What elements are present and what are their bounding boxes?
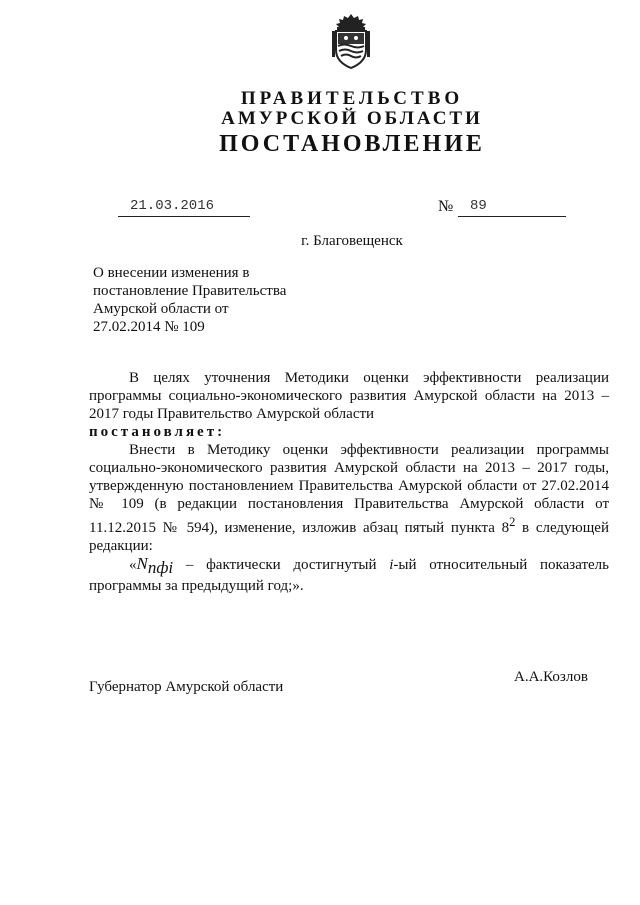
number-field xyxy=(458,198,566,217)
amendment-paragraph xyxy=(89,441,609,555)
resolve-keyword: постановляет: xyxy=(89,424,226,440)
document-subject xyxy=(93,264,323,336)
point-superscript: 2 xyxy=(509,515,516,529)
formula-subscript-text: пф xyxy=(147,558,169,577)
index-italic: i xyxy=(389,557,394,573)
amendment-text-end: в следующей редакции: xyxy=(89,520,609,554)
government-title: ПРАВИТЕЛЬСТВО xyxy=(240,88,464,109)
subject-line: Амурской области от xyxy=(93,301,229,317)
region-title: АМУРСКОЙ ОБЛАСТИ xyxy=(221,108,483,129)
number-value: 89 xyxy=(470,198,487,214)
definition-text-end: -ый относительный показатель программы за предыдущий год;». xyxy=(89,557,609,594)
amendment-text: Внести в Методику оценки эффективности реализации программы социально-экономического развития Амурской области на 2013 – 2017 годы, утвержденную постановлением Правительства Амурской области от 27.02.2014 № 109 (в редакции постановления Правительства Амурской области от 11.12.2015 № 594), изменение, изложив абзац пятый пункта 8 xyxy=(89,442,609,536)
coat-of-arms-icon xyxy=(328,12,374,70)
document-body xyxy=(89,369,609,595)
signatory-position: Губернатор Амурской области xyxy=(89,679,284,695)
preamble-paragraph: В целях уточнения Методики оценки эффективности реализации программы социально-экономического развития Амурской области на 2013 – 2017 годы Правительство Амурской области xyxy=(89,370,609,422)
formula-symbol: N xyxy=(136,554,148,573)
date-value: 21.03.2016 xyxy=(130,198,215,214)
signatory-name: А.А.Козлов xyxy=(514,669,588,685)
definition-text: – фактически достигнутый xyxy=(173,557,390,573)
number-sign: № xyxy=(438,198,454,215)
subject-line: 27.02.2014 № 109 xyxy=(93,319,205,335)
date-field xyxy=(118,198,250,217)
formula-subscript-index: i xyxy=(168,558,174,577)
city-label: г. Благовещенск xyxy=(301,233,403,249)
subject-line: постановление Правительства xyxy=(93,283,287,299)
new-wording-paragraph xyxy=(89,555,609,595)
subject-line: О внесении изменения в xyxy=(93,265,250,281)
quote-open: « xyxy=(129,557,137,573)
document-type-title: ПОСТАНОВЛЕНИЕ xyxy=(219,131,485,157)
formula-subscript xyxy=(148,558,173,577)
